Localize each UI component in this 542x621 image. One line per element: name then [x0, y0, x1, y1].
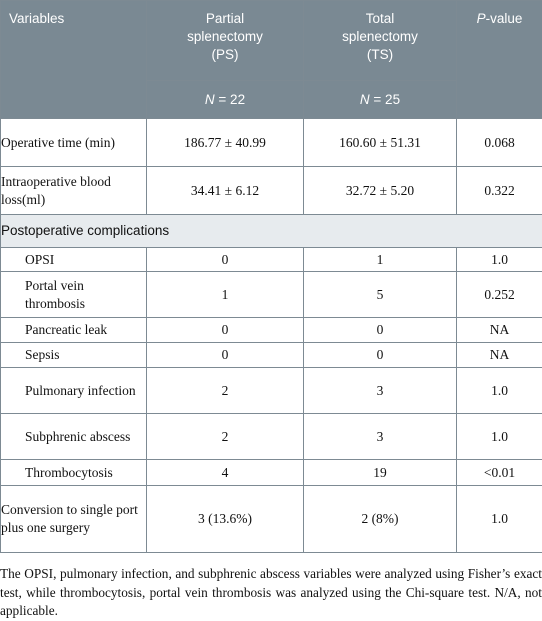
header-partial-splenectomy: [147, 1, 304, 81]
n-value-ps: = 22: [215, 92, 245, 107]
row-p-value: NA: [457, 343, 542, 368]
row-variable: Conversion to single port plus one surgery: [1, 486, 147, 553]
table-row: [1, 414, 542, 460]
header-p-value: [457, 1, 542, 119]
table-row: [1, 167, 542, 215]
header-variables: Variables: [1, 1, 147, 119]
row-ts-value: 3: [304, 368, 457, 414]
row-ts-value: 0: [304, 318, 457, 343]
row-variable: Pulmonary infection: [1, 368, 147, 414]
row-ps-value: 0: [147, 248, 304, 272]
n-label-ps: N: [205, 92, 215, 107]
row-variable: OPSI: [1, 248, 147, 272]
table-row: [1, 318, 542, 343]
row-variable: Portal vein thrombosis: [1, 272, 147, 318]
row-p-value: 1.0: [457, 414, 542, 460]
header-ps-line2: splenectomy: [187, 29, 263, 44]
row-variable: Intraoperative blood loss(ml): [1, 167, 147, 215]
row-ts-value: 1: [304, 248, 457, 272]
row-p-value: 1.0: [457, 248, 542, 272]
table-row: [1, 119, 542, 167]
n-label-ts: N: [360, 92, 370, 107]
row-ts-value: 160.60 ± 51.31: [304, 119, 457, 167]
table-row: [1, 272, 542, 318]
row-ps-value: 186.77 ± 40.99: [147, 119, 304, 167]
row-p-value: <0.01: [457, 460, 542, 486]
row-p-value: 0.322: [457, 167, 542, 215]
row-p-value: 0.252: [457, 272, 542, 318]
row-variable: Sepsis: [1, 343, 147, 368]
row-ts-value: 3: [304, 414, 457, 460]
table-row: [1, 486, 542, 553]
row-ts-value: 0: [304, 343, 457, 368]
row-p-value: 1.0: [457, 368, 542, 414]
row-variable: Subphrenic abscess: [1, 414, 147, 460]
header-n-ts: [304, 81, 457, 119]
row-variable: Operative time (min): [1, 119, 147, 167]
row-ps-value: 4: [147, 460, 304, 486]
row-ts-value: 2 (8%): [304, 486, 457, 553]
row-p-value: 1.0: [457, 486, 542, 553]
n-value-ts: = 25: [370, 92, 400, 107]
table-footnote: The OPSI, pulmonary infection, and subphrenic abscess variables were analyzed using Fisher’s exact test, while thrombocytosis, portal vein thrombosis was analyzed using the Chi-square test. N/A, not applicable.: [0, 565, 542, 621]
header-ps-line1: Partial: [206, 11, 244, 26]
row-ts-value: 32.72 ± 5.20: [304, 167, 457, 215]
header-total-splenectomy: [304, 1, 457, 81]
row-p-value: 0.068: [457, 119, 542, 167]
header-p-rest: -value: [486, 11, 523, 26]
row-variable: Thrombocytosis: [1, 460, 147, 486]
header-ps-line3: (PS): [212, 47, 239, 62]
row-variable: Pancreatic leak: [1, 318, 147, 343]
section-title: Postoperative complications: [1, 215, 542, 248]
header-ts-line2: splenectomy: [342, 29, 418, 44]
table-row: [1, 368, 542, 414]
row-ps-value: 1: [147, 272, 304, 318]
row-ps-value: 34.41 ± 6.12: [147, 167, 304, 215]
row-ts-value: 5: [304, 272, 457, 318]
row-ts-value: 19: [304, 460, 457, 486]
header-p-italic: P: [477, 11, 486, 26]
header-n-ps: [147, 81, 304, 119]
row-p-value: NA: [457, 318, 542, 343]
table-row: [1, 248, 542, 272]
row-ps-value: 3 (13.6%): [147, 486, 304, 553]
table-row: [1, 343, 542, 368]
row-ps-value: 2: [147, 414, 304, 460]
row-ps-value: 0: [147, 343, 304, 368]
row-ps-value: 2: [147, 368, 304, 414]
table-row: [1, 460, 542, 486]
row-ps-value: 0: [147, 318, 304, 343]
header-ts-line1: Total: [366, 11, 395, 26]
section-row: [1, 215, 542, 248]
header-ts-line3: (TS): [367, 47, 393, 62]
